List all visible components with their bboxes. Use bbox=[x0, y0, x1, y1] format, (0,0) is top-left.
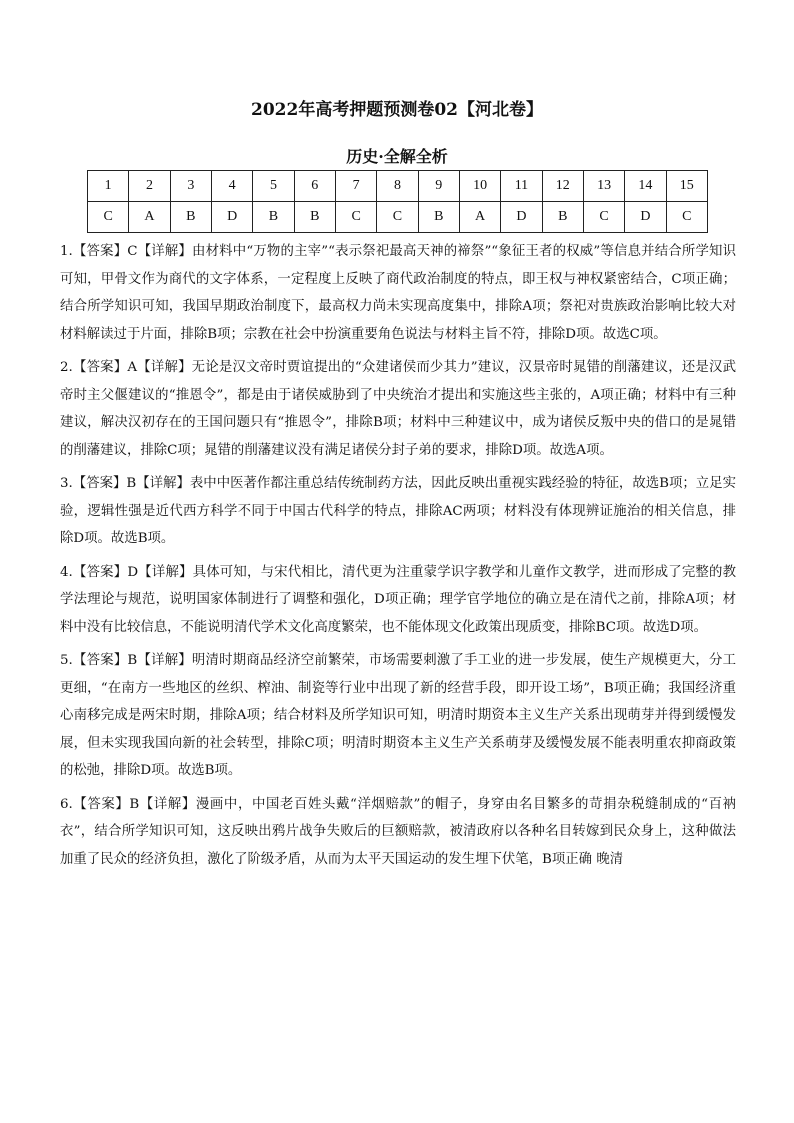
question-number-cell: 1 bbox=[88, 171, 129, 202]
answer-cell: C bbox=[583, 202, 624, 233]
question-number-cell: 12 bbox=[542, 171, 583, 202]
page-title: 2022年高考押题预测卷02【河北卷】 bbox=[251, 100, 543, 120]
answer-cell: B bbox=[170, 202, 211, 233]
question-number-cell: 5 bbox=[253, 171, 294, 202]
question-number-cell: 4 bbox=[211, 171, 252, 202]
explanation-1: 1.【答案】C【详解】由材料中“万物的主宰”“表示祭祀最高天神的禘祭”“象征王者的权威”等信息并结合所学知识可知，甲骨文作为商代的文字体系，一定程度上反映了商代政治制度的特点，即王权与神权紧密结合，C项正确；结合所学知识可知，我国早期政治制度下，最高权力尚未实现高度集中，排除A项；祭祀对贵族政治影响比较大对材料解读过于片面，排除B项；宗教在社会中扮演重要角色说法与材料主旨不符，排除D项。故选C项。 bbox=[60, 244, 736, 342]
question-number-row bbox=[88, 171, 708, 202]
explanation-6: 6.【答案】B【详解】漫画中，中国老百姓头戴“洋烟赔款”的帽子，身穿由名目繁多的苛捐杂税缝制成的“百衲衣”，结合所学知识可知，这反映出鸦片战争失败后的巨额赔款，被清政府以各种名目转嫁到民众身上，这种做法加重了民众的经济负担，激化了阶级矛盾，从而为太平天国运动的发生埋下伏笔，B项正确 晚清 bbox=[60, 796, 736, 867]
answer-cell: C bbox=[88, 202, 129, 233]
page-subtitle: 历史·全解全析 bbox=[346, 147, 448, 166]
answer-cell: C bbox=[335, 202, 376, 233]
explanation-2: 2.【答案】A【详解】无论是汉文帝时贾谊提出的“众建诸侯而少其力”建议，汉景帝时晁错的削藩建议，还是汉武帝时主父偃建议的“推恩令”，都是由于诸侯威胁到了中央统治才提出和实施这些主张的，A项正确；材料中有三种建议，解决汉初存在的王国问题只有“推恩令”，排除B项；材料中三种建议中，成为诸侯反叛中央的借口的是晁错的削藩建议，排除C项；晁错的削藩建议没有满足诸侯分封子弟的要求，排除D项。故选A项。 bbox=[60, 360, 736, 458]
answer-cell: B bbox=[253, 202, 294, 233]
answer-cell: C bbox=[666, 202, 707, 233]
answer-cell: D bbox=[501, 202, 542, 233]
answer-cell: D bbox=[211, 202, 252, 233]
question-number-cell: 2 bbox=[129, 171, 170, 202]
question-number-cell: 7 bbox=[335, 171, 376, 202]
question-number-cell: 10 bbox=[459, 171, 500, 202]
explanation-3: 3.【答案】B【详解】表中中医著作都注重总结传统制药方法，因此反映出重视实践经验的特征，故选B项；立足实验，逻辑性强是近代西方科学不同于中国古代科学的特点，排除AC两项；材料没有体现辨证施治的相关信息，排除D项。故选B项。 bbox=[60, 476, 736, 546]
answer-table bbox=[87, 170, 708, 233]
answer-cell: A bbox=[459, 202, 500, 233]
explanation-4: 4.【答案】D【详解】具体可知，与宋代相比，清代更为注重蒙学识字教学和儿童作文教学，进而形成了完整的教学法理论与规范，说明国家体制进行了调整和强化，D项正确；理学官学地位的确立是在清代之前，排除A项；材料中没有比较信息，不能说明清代学术文化高度繁荣，也不能体现文化政策出现质变，排除BC项。故选D项。 bbox=[60, 564, 736, 635]
answer-cell: C bbox=[377, 202, 418, 233]
answer-cell: B bbox=[294, 202, 335, 233]
question-number-cell: 9 bbox=[418, 171, 459, 202]
question-number-cell: 8 bbox=[377, 171, 418, 202]
question-number-cell: 11 bbox=[501, 171, 542, 202]
answer-row bbox=[88, 202, 708, 233]
answer-cell: D bbox=[625, 202, 666, 233]
explanation-5: 5.【答案】B【详解】明清时期商品经济空前繁荣，市场需要刺激了手工业的进一步发展，使生产规模更大，分工更细，“在南方一些地区的丝织、榨油、制瓷等行业中出现了新的经营手段，即开设工场”，B项正确；我国经济重心南移完成是两宋时期，排除A项；结合材料及所学知识可知，明清时期资本主义生产关系出现萌芽并得到缓慢发展，但未实现我国向新的社会转型，排除C项；明清时期资本主义生产关系萌芽及缓慢发展不能表明重农抑商政策的松弛，排除D项。故选B项。 bbox=[60, 653, 736, 778]
question-number-cell: 14 bbox=[625, 171, 666, 202]
answer-cell: A bbox=[129, 202, 170, 233]
question-number-cell: 13 bbox=[583, 171, 624, 202]
answer-cell: B bbox=[418, 202, 459, 233]
question-number-cell: 3 bbox=[170, 171, 211, 202]
question-number-cell: 6 bbox=[294, 171, 335, 202]
question-number-cell: 15 bbox=[666, 171, 707, 202]
explanations bbox=[60, 238, 736, 879]
answer-cell: B bbox=[542, 202, 583, 233]
